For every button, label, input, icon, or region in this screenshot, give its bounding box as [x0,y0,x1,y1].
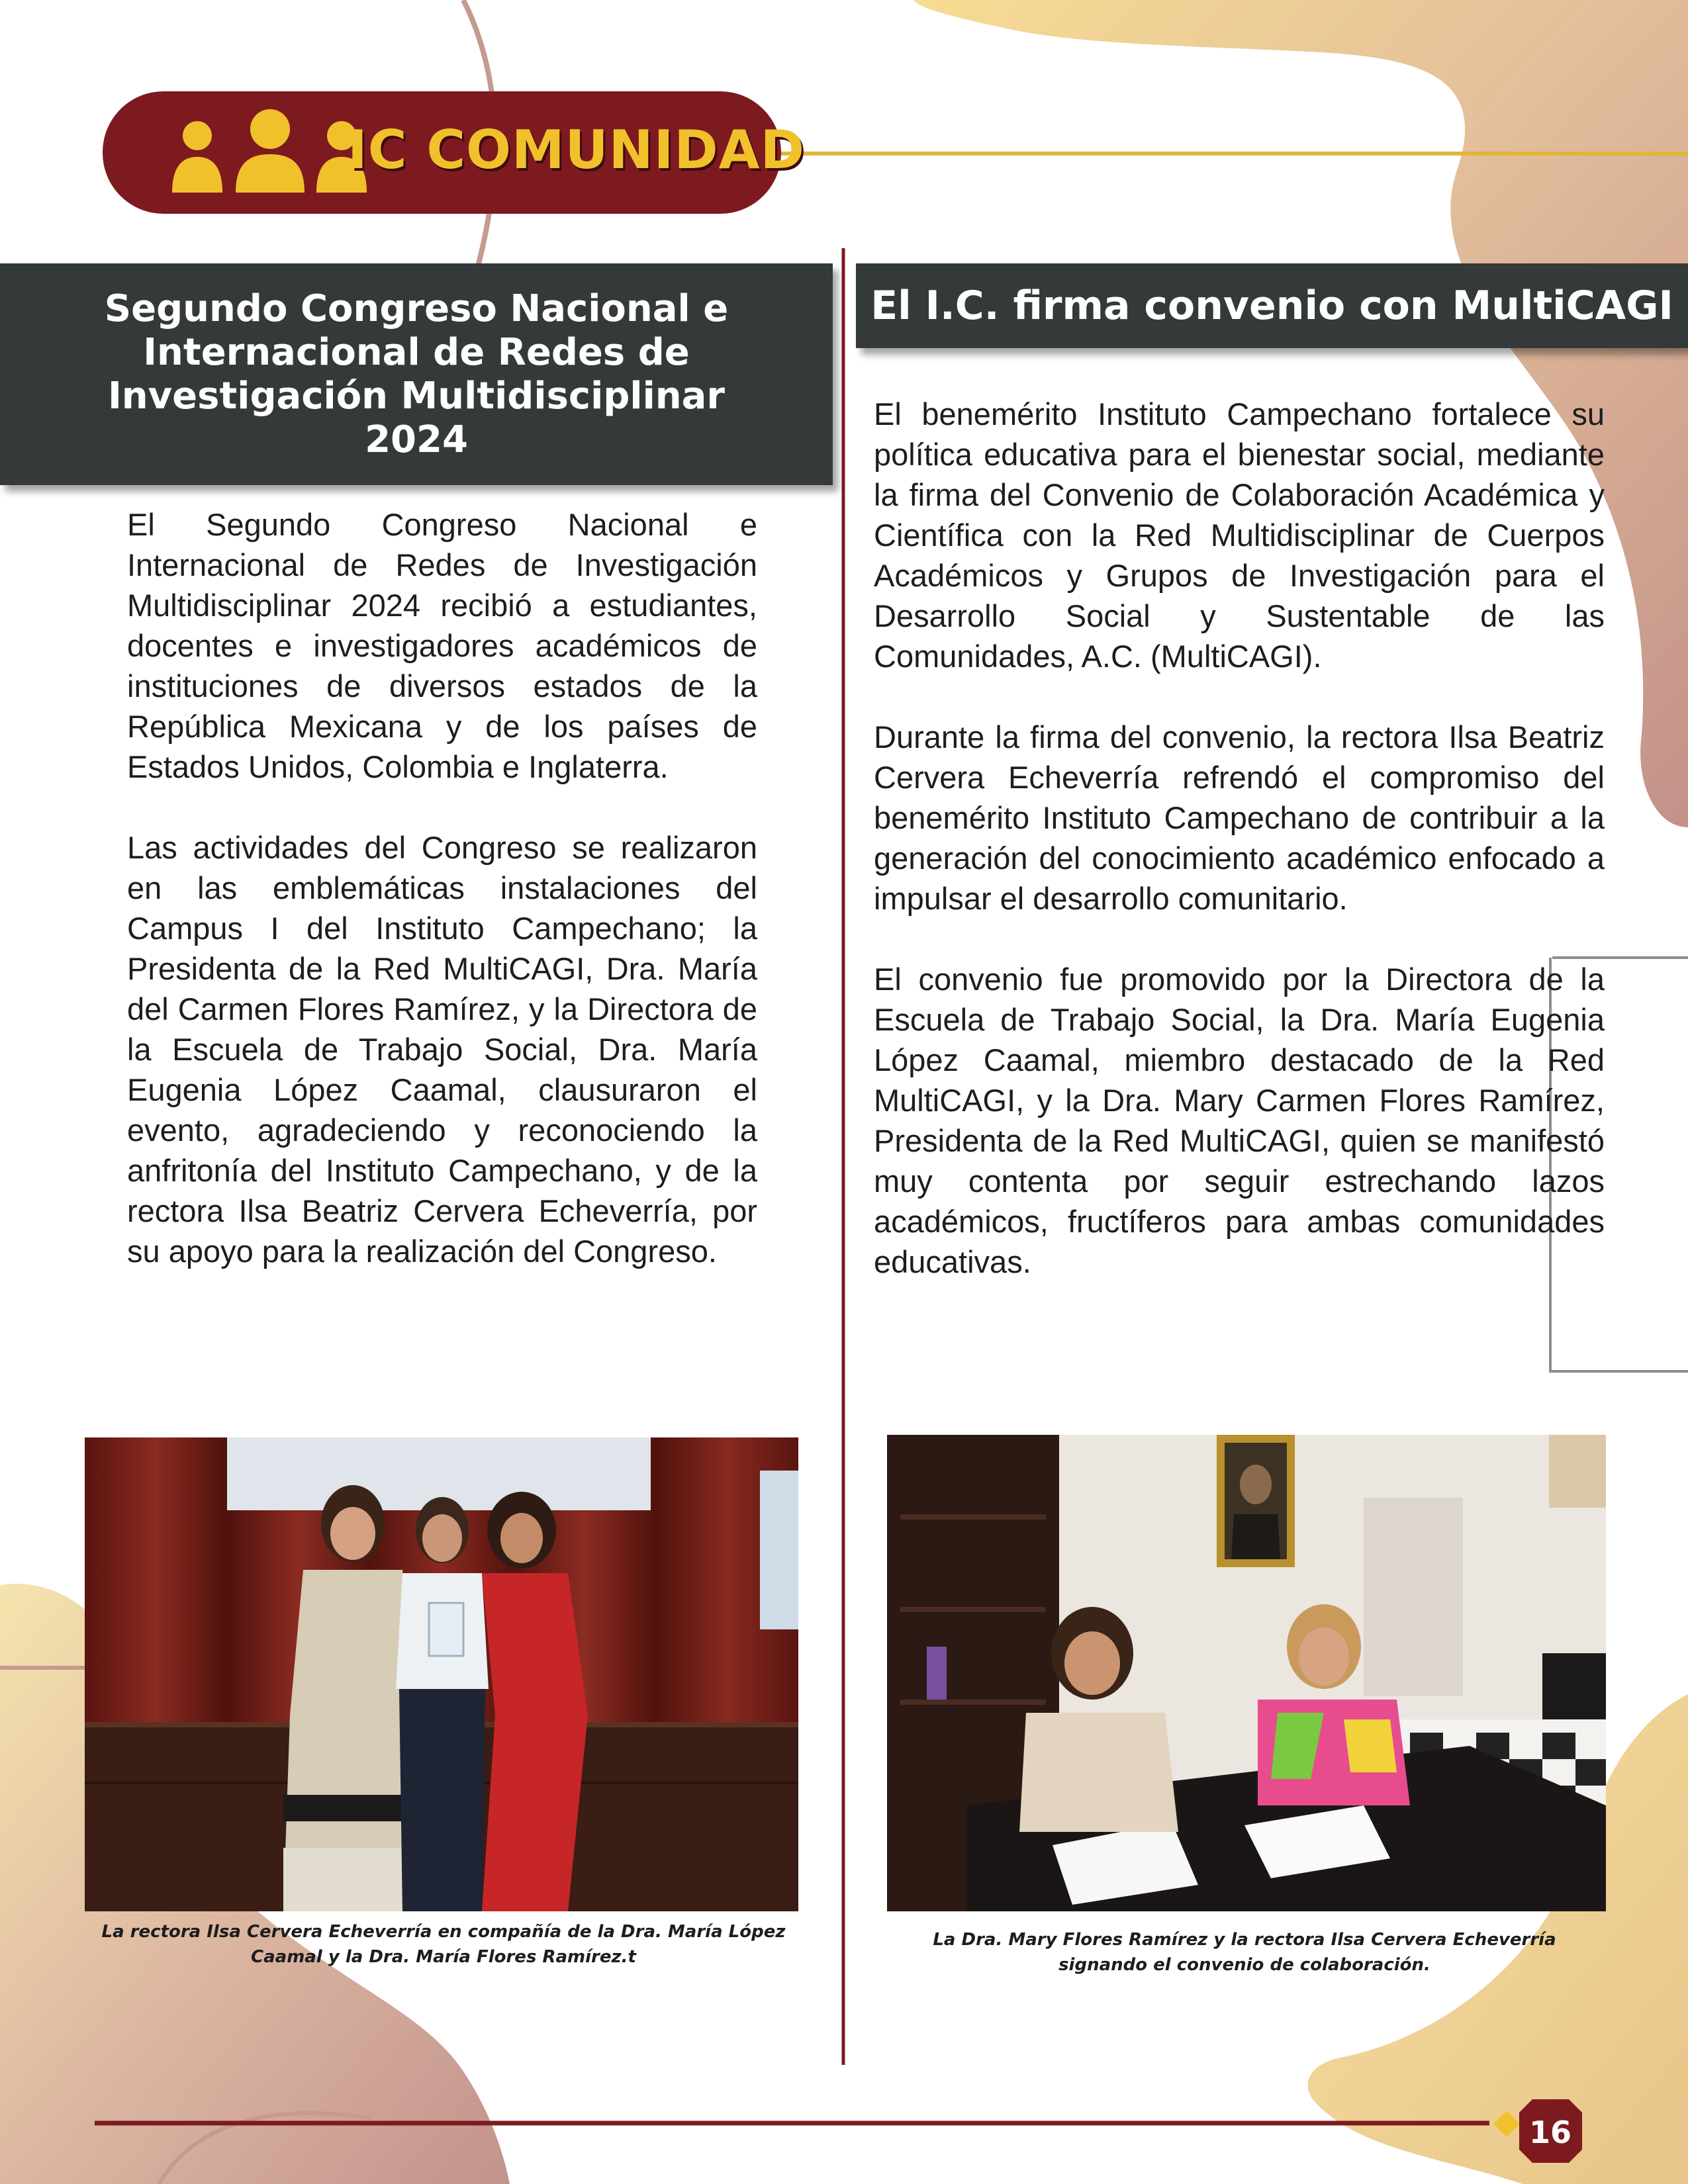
signing-photo [887,1435,1606,1911]
left-article-title: Segundo Congreso Nacional e Internacional de Redes de Investigación Multidisciplinar 2024 [104,287,729,461]
left-article-paragraph: Las actividades del Congreso se realizaron en las emblemáticas instalaciones del Campus I del Instituto Campechano; la Presidenta de la Red MultiCAGI, Dra. María del Carmen Flores Ramírez, y la Directora de la Escuela de Trabajo Social, Dra. María Eugenia López Caamal, clausuraron el evento, agradeciendo y reconociendo la anfritonía del Instituto Campechano, y de la rectora Ilsa Beatriz Cervera Echeverría, por su apoyo para la realización del Congreso. [127,830,757,1269]
left-article-paragraph: El Segundo Congreso Nacional e Internacional de Redes de Investigación Multidisciplinar 2024 recibió a estudiantes, docentes e investigadores académicos de instituciones de diversos estados de la República Mexicana y de los países de Estados Unidos, Colombia e Inglaterra. [127,507,757,784]
right-article-body [874,394,1605,1322]
right-article-title: El I.C. firma convenio con MultiCAGI [870,283,1673,329]
right-article-title-box [856,263,1688,348]
right-photo-caption: La Dra. Mary Flores Ramírez y la rectora Ilsa Cervera Echeverría signando el convenio de colaboración. [933,1930,1556,1975]
page-number: 16 [1528,2115,1571,2150]
left-article-body [127,504,757,1312]
left-article-title-box [0,263,833,485]
people-group-icon [171,108,369,194]
section-title: IC COMUNIDAD [348,119,806,181]
right-article-paragraph: El convenio fue promovido por la Directora de la Escuela de Trabajo Social, la Dra. María Eugenia López Caamal, miembro destacado de la Red MultiCAGI, y la Dra. Mary Carmen Flores Ramírez, Presidenta de la Red MultiCAGI, quien se manifestó muy contenta por seguir estrechando lazos académicos, fructíferos para ambas comunidades educativas. [874,962,1605,1279]
right-article-paragraph: El benemérito Instituto Campechano fortalece su política educativa para el bienestar social, mediante la firma del Convenio de Colaboración Académica y Científica con la Red Multidisciplinar de Cuerpos Académicos y Grupos de Investigación para el Desarrollo Social y Sustentable de las Comunidades, A.C. (MultiCAGI). [874,396,1605,674]
right-article-paragraph: Durante la firma del convenio, la rectora Ilsa Beatriz Cervera Echeverría refrendó el compromiso del benemérito Instituto Campechano de contribuir a la generación del conocimiento académico enfocado a impulsar el desarrollo comunitario. [874,719,1605,916]
congress-photo [85,1437,798,1911]
left-photo-caption: La rectora Ilsa Cervera Echeverría en compañía de la Dra. María López Caamal y la Dra. María Flores Ramírez.t [101,1922,786,1967]
